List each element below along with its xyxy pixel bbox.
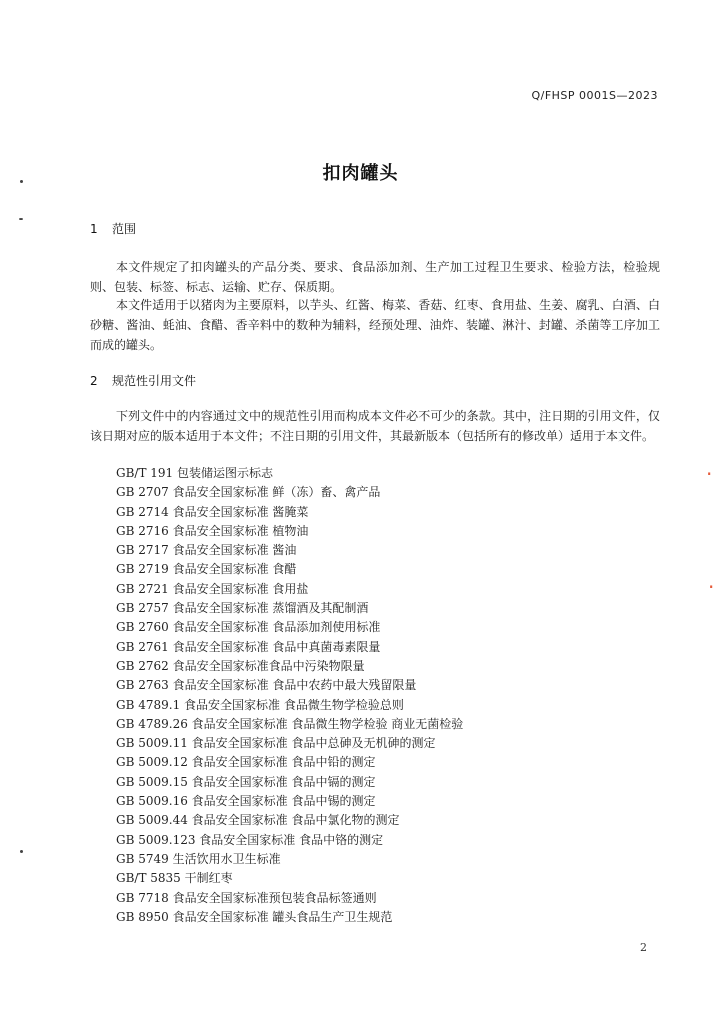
scan-speck — [20, 850, 23, 853]
section-1-heading — [90, 220, 136, 237]
reference-item: GB/T 5835 干制红枣 — [116, 871, 233, 886]
document-code: Q/FHSP 0001S—2023 — [531, 89, 658, 102]
document-title: 扣肉罐头 — [322, 163, 399, 184]
reference-item: GB 5009.44 食品安全国家标准 食品中氯化物的测定 — [116, 813, 400, 828]
reference-item: GB 2757 食品安全国家标准 蒸馏酒及其配制酒 — [116, 601, 369, 616]
reference-item: GB 2721 食品安全国家标准 食用盐 — [116, 581, 309, 596]
reference-item: GB 8950 食品安全国家标准 罐头食品生产卫生规范 — [116, 909, 393, 924]
reference-item: GB 4789.1 食品安全国家标准 食品微生物学检验总则 — [116, 697, 404, 712]
reference-item: GB 2762 食品安全国家标准食品中污染物限量 — [116, 658, 365, 673]
scan-speck — [20, 180, 23, 183]
reference-item: GB 2714 食品安全国家标准 酱腌菜 — [116, 504, 309, 519]
red-bleed-mark: · — [706, 462, 713, 486]
scan-speck — [19, 218, 23, 220]
reference-item: GB 5009.123 食品安全国家标准 食品中铬的测定 — [116, 832, 384, 847]
reference-item: GB 2763 食品安全国家标准 食品中农药中最大残留限量 — [116, 678, 417, 693]
section-1-number: 1 — [90, 222, 98, 236]
reference-item: GB 5009.15 食品安全国家标准 食品中镉的测定 — [116, 774, 376, 789]
reference-item: GB 5009.12 食品安全国家标准 食品中铅的测定 — [116, 755, 376, 770]
section-2-heading — [90, 372, 196, 389]
reference-item: GB 2717 食品安全国家标准 酱油 — [116, 543, 297, 558]
reference-item: GB 4789.26 食品安全国家标准 食品微生物学检验 商业无菌检验 — [116, 716, 464, 731]
section-1-paragraph: 本文件规定了扣肉罐头的产品分类、要求、食品添加剂、生产加工过程卫生要求、检验方法，检验规则、包装、标签、标志、运输、贮存、保质期。 — [90, 260, 660, 294]
section-1-title: 范围 — [112, 222, 137, 236]
reference-item: GB/T 191 包装储运图示标志 — [116, 466, 273, 480]
red-bleed-mark: · — [708, 575, 715, 599]
reference-item: GB 2760 食品安全国家标准 食品添加剂使用标准 — [116, 620, 381, 635]
reference-item: GB 5009.11 食品安全国家标准 食品中总砷及无机砷的测定 — [116, 736, 436, 751]
section-2-number: 2 — [90, 374, 98, 388]
reference-list — [116, 464, 463, 927]
page-number: 2 — [640, 941, 647, 954]
reference-item: GB 2707 食品安全国家标准 鲜（冻）畜、禽产品 — [116, 485, 381, 500]
reference-item: GB 5009.16 食品安全国家标准 食品中锡的测定 — [116, 794, 376, 809]
reference-item: GB 5749 生活饮用水卫生标准 — [116, 851, 281, 866]
reference-item: GB 2716 食品安全国家标准 植物油 — [116, 523, 309, 538]
section-2-title: 规范性引用文件 — [112, 374, 197, 388]
reference-item: GB 2761 食品安全国家标准 食品中真菌毒素限量 — [116, 639, 381, 654]
section-2-intro: 下列文件中的内容通过文中的规范性引用而构成本文件必不可少的条款。其中，注日期的引用文件，仅该日期对应的版本适用于本文件；不注日期的引用文件，其最新版本（包括所有的修改单）适用于本文件。 — [90, 409, 660, 443]
section-1-paragraph: 本文件适用于以猪肉为主要原料，以芋头、红酱、梅菜、香菇、红枣、食用盐、生姜、腐乳、白酒、白砂糖、酱油、蚝油、食醋、香辛料中的数种为辅料，经预处理、油炸、装罐、淋汁、封罐、杀菌等工序加工而成的罐头。 — [90, 298, 660, 352]
reference-item: GB 2719 食品安全国家标准 食醋 — [116, 562, 297, 577]
reference-item: GB 7718 食品安全国家标准预包装食品标签通则 — [116, 890, 377, 905]
